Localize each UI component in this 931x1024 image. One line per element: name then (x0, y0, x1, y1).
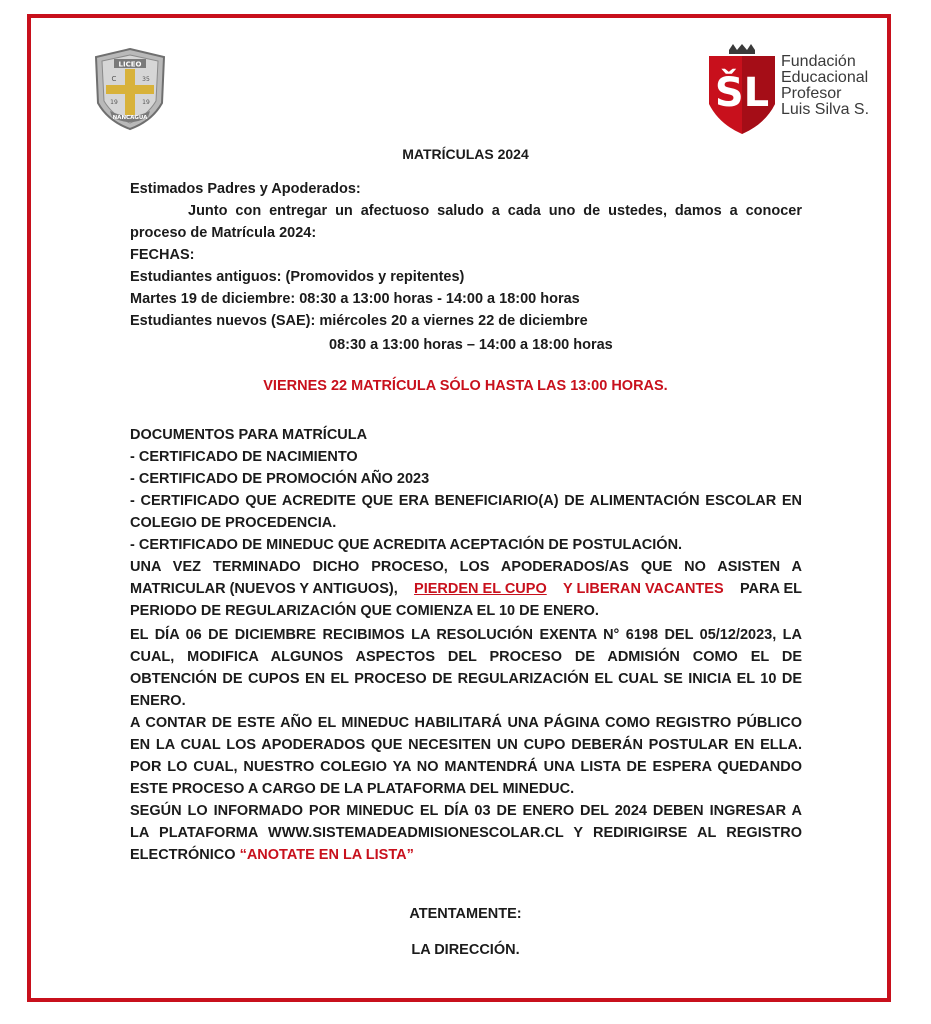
notice-text: PARA EL (739, 581, 802, 597)
returning-students-label: Estudiantes antiguos: (Promovidos y repitentes) (130, 269, 465, 285)
dates-heading: FECHAS: (130, 247, 195, 263)
foundation-name (781, 54, 869, 118)
new-students-label: Estudiantes nuevos (SAE): miércoles 20 a viernes 22 de diciembre (130, 313, 588, 329)
document-item: - CERTIFICADO DE PROMOCIÓN AÑO 2023 (130, 471, 430, 487)
document-item: COLEGIO DE PROCEDENCIA. (130, 515, 337, 531)
new-students-hours: 08:30 a 13:00 horas – 14:00 a 18:00 horas (329, 337, 613, 353)
foundation-name-line: Educacional (781, 69, 869, 86)
document-item: - CERTIFICADO DE NACIMIENTO (130, 449, 358, 465)
notice-line: EL DÍA 06 DE DICIEMBRE RECIBIMOS LA RESOLUCIÓN EXENTA N° 6198 DEL 05/12/2023, LA (130, 627, 802, 643)
school-logo-bottom-text: NANCAGUA (112, 115, 148, 121)
foundation-shield-logo (707, 44, 777, 134)
notice-line (130, 844, 802, 866)
document-title: MATRÍCULAS 2024 (402, 146, 529, 162)
notice-line: UNA VEZ TERMINADO DICHO PROCESO, LOS APODERADOS/AS QUE NO ASISTEN A (130, 559, 802, 575)
greeting: Estimados Padres y Apoderados: (130, 181, 361, 197)
foundation-name-line: Profesor (781, 85, 842, 102)
intro-line: Junto con entregar un afectuoso saludo a cada uno de ustedes, damos a conocer (188, 203, 802, 219)
register-list-highlight: “ANOTATE EN LA LISTA” (239, 847, 414, 863)
release-vacancies-warning: Y LIBERAN VACANTES (563, 581, 724, 597)
deadline-alert: VIERNES 22 MATRÍCULA SÓLO HASTA LAS 13:00 HORAS. (263, 378, 668, 394)
notice-line (130, 578, 802, 600)
notice-text: ELECTRÓNICO (130, 847, 236, 863)
school-logo-q3: 19 (110, 99, 118, 106)
signature: LA DIRECCIÓN. (411, 942, 520, 958)
school-logo-q4: 19 (142, 99, 150, 106)
notice-text: MATRICULAR (NUEVOS Y ANTIGUOS), (130, 581, 398, 597)
school-logo-q1: C (111, 75, 117, 83)
document-item: - CERTIFICADO DE MINEDUC QUE ACREDITA ACEPTACIÓN DE POSTULACIÓN. (130, 537, 683, 553)
school-logo-top-text: LICEO (118, 60, 142, 69)
foundation-name-line: Fundación (781, 53, 856, 70)
document-item: - CERTIFICADO QUE ACREDITE QUE ERA BENEFICIARIO(A) DE ALIMENTACIÓN ESCOLAR EN (130, 493, 802, 509)
notice-line: ENERO. (130, 693, 186, 709)
notice-line: A CONTAR DE ESTE AÑO EL MINEDUC HABILITARÁ UNA PÁGINA COMO REGISTRO PÚBLICO (130, 715, 802, 731)
school-logo-q2: 35 (142, 76, 150, 83)
closing-regards: ATENTAMENTE: (409, 906, 522, 922)
notice-line: ESTE PROCESO A CARGO DE LA PLATAFORMA DEL MINEDUC. (130, 781, 575, 797)
notice-line: CUAL, MODIFICA ALGUNOS ASPECTOS DEL PROCESO DE ADMISIÓN COMO EL DE (130, 649, 802, 665)
foundation-name-line: Luis Silva S. (781, 101, 870, 118)
notice-line: LA PLATAFORMA WWW.SISTEMADEADMISIONESCOLAR.CL Y REDIRIGIRSE AL REGISTRO (130, 825, 802, 841)
documents-heading: DOCUMENTOS PARA MATRÍCULA (130, 427, 368, 443)
notice-line: EN LA CUAL LOS APODERADOS QUE NECESITEN UN CUPO DEBERÁN POSTULAR EN ELLA. (130, 737, 802, 753)
school-crest-logo (92, 47, 168, 131)
notice-line: SEGÚN LO INFORMADO POR MINEDUC EL DÍA 03 DE ENERO DEL 2024 DEBEN INGRESAR A (130, 803, 802, 819)
intro-line: proceso de Matrícula 2024: (130, 225, 317, 241)
notice-line: PERIODO DE REGULARIZACIÓN QUE COMIENZA EL 10 DE ENERO. (130, 603, 599, 619)
foundation-monogram: ŠL (714, 70, 770, 116)
notice-line: OBTENCIÓN DE CUPOS EN EL PROCESO DE REGULARIZACIÓN EL CUAL SE INICIA EL 10 DE (130, 671, 802, 687)
lose-seat-warning: PIERDEN EL CUPO (414, 581, 547, 597)
notice-line: POR LO CUAL, NUESTRO COLEGIO YA NO MANTENDRÁ UNA LISTA DE ESPERA QUEDANDO (130, 759, 802, 775)
returning-students-date: Martes 19 de diciembre: 08:30 a 13:00 horas - 14:00 a 18:00 horas (130, 291, 580, 307)
